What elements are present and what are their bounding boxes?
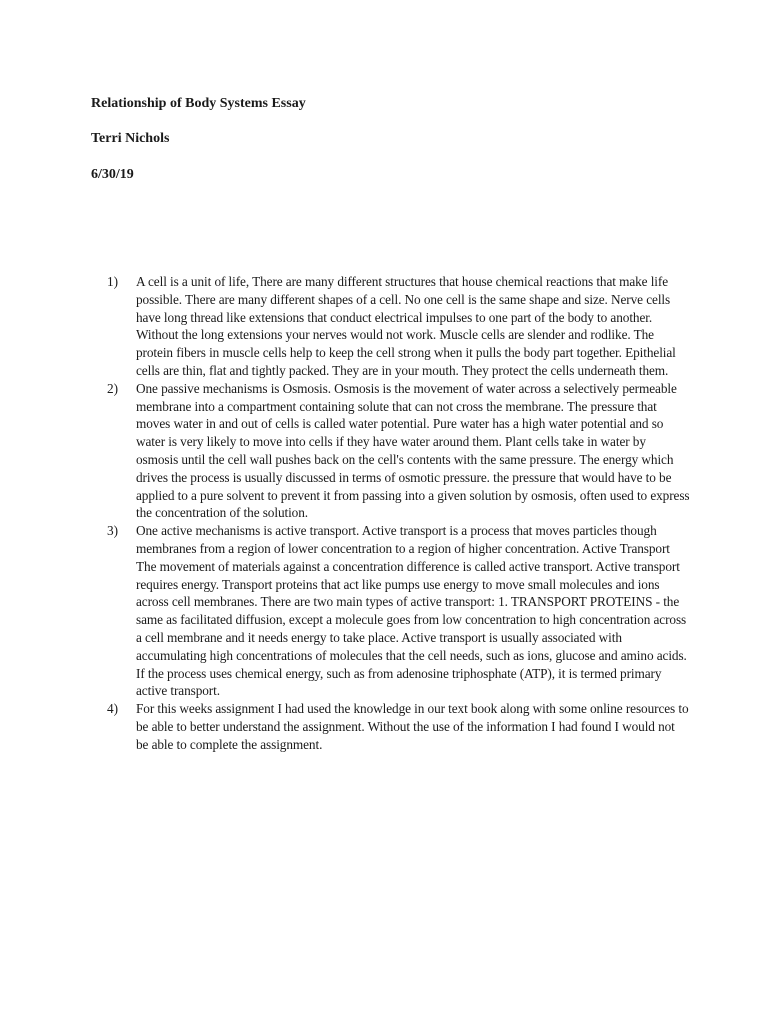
list-item-text: For this weeks assignment I had used the knowledge in our text book along with some online resources to be able to better understand the assignment. Without the use of the information I had found I would not be able to complete the assignment. [136,701,689,752]
list-item-number: 2) [107,380,119,396]
list-item-text: A cell is a unit of life, There are many different structures that house chemical reactions that make life possible. There are many different shapes of a cell. No one cell is the same shape and size. Nerve cells have long thread like extensions that conduct electrical impulses to one part of the body to another. Without the long extensions your nerves would not work. Muscle cells are slender and rodlike. The protein fibers in muscle cells help to keep the cell strong when it pulls the body part together. Epithelial cells are thin, flat and tightly packed. They are in your mouth. They protect the cells underneath them. [136,274,676,378]
numbered-list [100,273,690,754]
list-item [100,522,690,700]
list-item-number: 3) [107,523,119,539]
list-item-number: 4) [107,701,119,717]
essay-date: 6/30/19 [91,167,134,182]
author-name: Terri Nichols [91,131,170,146]
essay-title: Relationship of Body Systems Essay [91,96,306,111]
list-item-text: One active mechanisms is active transport. Active transport is a process that moves particles though membranes from a region of lower concentration to a region of higher concentration. Active Transport The movement of materials against a concentration difference is called active transport. Active transport requires energy. Transport proteins that act like pumps use energy to move small molecules and ions across cell membranes. There are two main types of active transport: 1. TRANSPORT PROTEINS - the same as facilitated diffusion, except a molecule goes from low concentration to high concentration across a cell membrane and it needs energy to take place. Active transport is usually associated with accumulating high concentrations of molecules that the cell needs, such as ions, glucose and amino acids. If the process uses chemical energy, such as from adenosine triphosphate (ATP), it is termed primary active transport. [136,523,687,699]
list-item [100,380,690,522]
list-item-text: One passive mechanisms is Osmosis. Osmosis is the movement of water across a selectively permeable membrane into a compartment containing solute that can not cross the membrane. The pressure that moves water in and out of cells is called water potential. Pure water has a high water potential and so water is very likely to move into cells if they have water around them. Plant cells take in water by osmosis until the cell wall pushes back on the cell's contents with the same pressure. The energy which drives the process is usually discussed in terms of osmotic pressure. the pressure that would have to be applied to a pure solvent to prevent it from passing into a given solution by osmosis, often used to express the concentration of the solution. [136,380,690,521]
list-item-number: 1) [107,274,119,289]
list-item [100,273,690,380]
list-item [100,700,690,753]
